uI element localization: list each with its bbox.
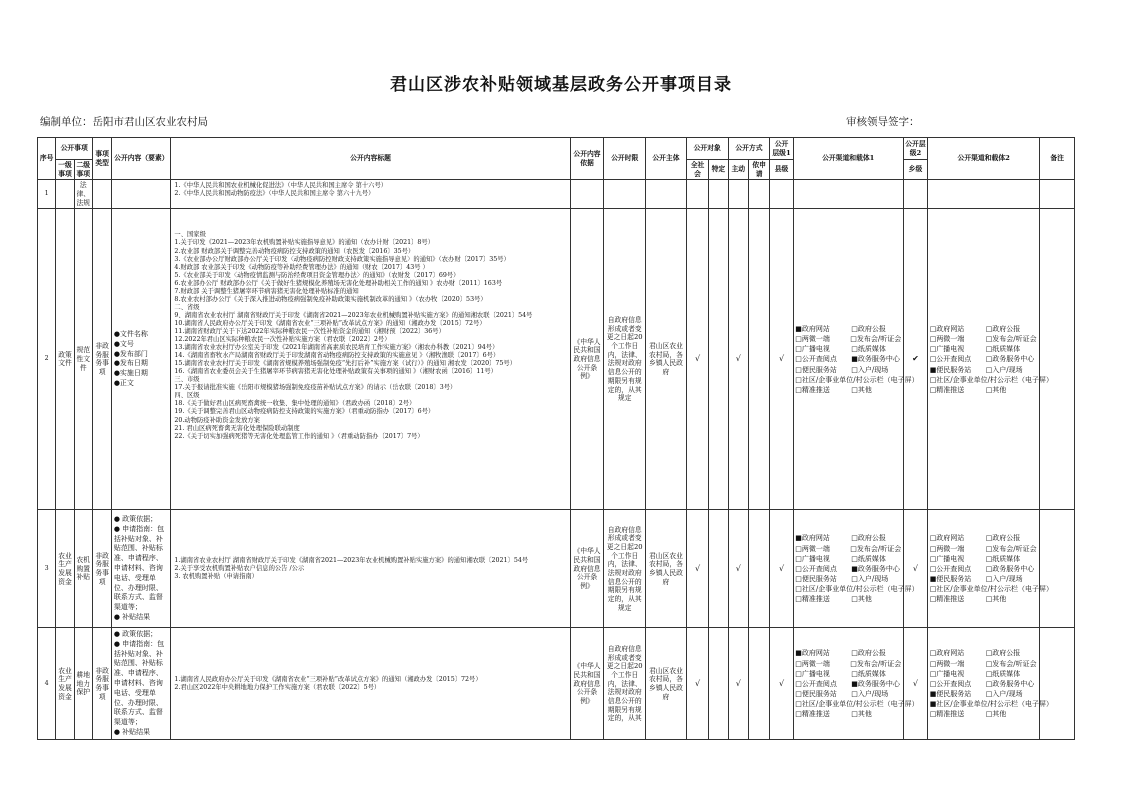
content-item: ● 补贴结果 bbox=[113, 613, 151, 622]
title-line: 11.湖南省财政厅关于下达2022年实际种粮农民一次性补贴资金的通知（湘财预〔2022〕36号） bbox=[174, 328, 445, 335]
content-item: ● 补贴结果 bbox=[113, 728, 151, 737]
channel2-list bbox=[928, 628, 1054, 740]
channel-option: □发布会/听证会 bbox=[850, 335, 902, 344]
channel-option: □社区/企事业单位/村公示栏（电子屏） bbox=[929, 375, 1054, 384]
header-type: 事项类型 bbox=[92, 138, 111, 180]
content-item: ●文件名称 bbox=[113, 330, 148, 339]
header-specific: 特定 bbox=[709, 160, 728, 180]
row-subject: 君山区农业农村局，各乡镇人民政府 bbox=[646, 628, 687, 740]
check-county: √ bbox=[770, 209, 793, 510]
channel-option: □两微一端 bbox=[795, 335, 830, 344]
channel-option: □社区/企事业单位/村公示栏（电子屏） bbox=[929, 585, 1054, 594]
channel-option: □广播电视 bbox=[795, 554, 830, 563]
header-active: 主动 bbox=[728, 160, 748, 180]
title-line: 6.农业部办公厅 财政部办公厅《关于做好生猪规模化养殖场无害化处理补助相关工作的通知 》农办财〔2011〕163号 bbox=[174, 279, 503, 287]
channel-option: □公开查阅点 bbox=[929, 564, 972, 573]
compiling-unit: 编制单位：岳阳市君山区农业农村局 bbox=[40, 116, 208, 128]
check-county: √ bbox=[770, 510, 793, 628]
channel-option: □公开查阅点 bbox=[929, 355, 972, 364]
row-subject: 君山区农业农村局，各乡镇人民政府 bbox=[646, 209, 687, 510]
row-period: 自政府信息形成或者变更之日起20个工作日内，法律、法规对政府信息公开的期限另有规定的，从其规定 bbox=[604, 209, 646, 510]
channel-option: □两微一端 bbox=[929, 659, 965, 668]
check-active: √ bbox=[728, 510, 748, 628]
check-active: √ bbox=[728, 628, 748, 740]
row-basis: 《中华人民共和国政府信息公开条例》 bbox=[570, 510, 604, 628]
row-type: 非政务服务事项 bbox=[92, 209, 111, 510]
channel-option: □发布会/听证会 bbox=[985, 335, 1037, 344]
channel-option: □政府网站 bbox=[929, 534, 965, 543]
header-l2: 二级事项 bbox=[74, 160, 92, 180]
header-content: 公开内容（要素） bbox=[112, 138, 171, 180]
header-level2: 公开层级2 bbox=[903, 138, 927, 160]
channel-option: □政府网站 bbox=[929, 649, 965, 658]
row-type: 非政务服务事项 bbox=[92, 628, 111, 740]
channel-option: □政府公报 bbox=[985, 649, 1021, 658]
table-row bbox=[38, 628, 1075, 740]
header-apply: 依申请 bbox=[748, 160, 769, 180]
row-l1: 政策文件 bbox=[56, 209, 74, 510]
channel-option: □社区/企事业单位/村公示栏（电子屏） bbox=[795, 585, 919, 594]
channel1-list bbox=[793, 628, 919, 740]
channel-option: □广播电视 bbox=[929, 345, 965, 354]
header-channel1: 公开渠道和载体1 bbox=[793, 138, 903, 180]
header-subject: 公开主体 bbox=[646, 138, 687, 180]
channel-option: □发布会/听证会 bbox=[850, 544, 902, 553]
channel-option: □政府公报 bbox=[985, 324, 1021, 333]
row-content bbox=[112, 209, 171, 510]
channel-option: □便民服务站 bbox=[795, 690, 837, 698]
header-l1: 一级事项 bbox=[56, 160, 74, 180]
row-note bbox=[1040, 628, 1075, 740]
row-content bbox=[112, 180, 171, 209]
header-all: 全社会 bbox=[686, 160, 708, 180]
header-town: 乡级 bbox=[903, 160, 927, 180]
channel-option: □便民服务站 bbox=[795, 365, 837, 374]
row-l1: 农业生产发展资金 bbox=[56, 628, 74, 740]
channel-option: □社区/企事业单位/村公示栏（电子屏） bbox=[795, 375, 919, 384]
channel-option: □其他 bbox=[851, 710, 872, 719]
channel-option: □广播电视 bbox=[929, 669, 965, 678]
channel-option: □政府公报 bbox=[851, 534, 886, 543]
channel-option: □发布会/听证会 bbox=[850, 659, 902, 668]
content-item: ● 申请指南：包括补贴对象、补贴范围、补贴标准、申请程序、申请材料、咨询电话、受理单位、办理时限、联系方式、监督渠道等； bbox=[113, 639, 165, 727]
table-row bbox=[38, 209, 1075, 510]
check-county: √ bbox=[770, 628, 793, 740]
header-basis: 公开内容依据 bbox=[570, 138, 604, 180]
title-line: 15.湖南省农业农村厅关于印发《湖南省规模养殖场强制免疫“先打后补”实施方案（试行）》的通知 湘农发〔2020〕75号） bbox=[174, 360, 516, 368]
row-titles bbox=[171, 510, 570, 628]
channel-option: □纸质媒体 bbox=[985, 554, 1021, 563]
content-item: ● 政策依据； bbox=[113, 515, 158, 524]
channel-option: □政府网站 bbox=[929, 324, 965, 333]
title-line: 2.《中华人民共和国动物防疫法》（中华人民共和国主席令 第六十九号） bbox=[174, 190, 375, 198]
channel-option: □精准推送 bbox=[929, 385, 965, 394]
channel-option: □纸质媒体 bbox=[851, 345, 886, 354]
channel2-list bbox=[928, 510, 1054, 628]
title-line: 2.君山区2022年中央耕地地力保护工作实施方案（君农联〔2022〕5号） bbox=[174, 683, 381, 691]
channel-option: □公开查阅点 bbox=[795, 679, 837, 688]
check-active: √ bbox=[728, 209, 748, 510]
title-line: 18.《关于做好君山区病死畜禽统一收集、集中处理的通知》（君政办函〔2018〕2号） bbox=[174, 400, 416, 408]
row-note bbox=[1040, 510, 1075, 628]
header-item: 公开事项 bbox=[56, 138, 93, 160]
check-town: √ bbox=[903, 628, 927, 740]
channel-option: □其他 bbox=[851, 385, 872, 394]
content-item: ●发布部门 bbox=[113, 349, 148, 358]
title-line: 1.《中华人民共和国农业机械化促进法》（中华人民共和国主席令 第十六号） bbox=[174, 182, 388, 190]
channel-option: □其他 bbox=[851, 595, 872, 604]
row-l1: 农业生产发展资金 bbox=[56, 510, 74, 628]
row-type bbox=[92, 180, 111, 209]
title-line: 13.湖南省农业农村厅办公室关于印发《2021年湖南省高素质农民培育工作实施方案》（湘农办科教〔2021〕94号） bbox=[174, 344, 499, 352]
title-line: 19.《关于调整完善君山区动物疫病防控支持政策的实施方案》（君重动防指办〔2017〕6号） bbox=[174, 408, 435, 416]
channel-option: □政府公报 bbox=[985, 534, 1021, 543]
title-line: 17.关于报请批准实施《岳阳市规模猪场强制免疫疫苗补贴试点方案》的请示（岳农联〔2018〕3号） bbox=[174, 384, 457, 392]
title-line: 8.农业农村部办公厅《关于深入推进动物疫病强制免疫补助政策实施机制改革的通知 》（农办牧〔2020〕53号） bbox=[174, 295, 487, 303]
catalog-table bbox=[37, 137, 1075, 740]
row-no: 3 bbox=[38, 510, 56, 628]
channel-option: □其他 bbox=[985, 595, 1007, 604]
title-line: 1.湖南省人民政府办公厅关于印发《湖南省农业“三项补贴”改革试点方案》的通知（湘政办发〔2015〕72号） bbox=[174, 675, 482, 683]
title-line: 2.农业部 财政部关于调整完善动物疫病防控支持政策的通知（农医发〔2016〕35号） bbox=[174, 247, 415, 255]
header-title: 公开内容标题 bbox=[171, 138, 570, 180]
check-all: √ bbox=[686, 628, 708, 740]
channel-option: □纸质媒体 bbox=[985, 669, 1021, 678]
channel-option: □入户/现场 bbox=[851, 690, 889, 698]
title-line: 21. 君山区病死畜禽无害化处理保险联动制度 bbox=[174, 424, 300, 432]
channel-option: □精准推送 bbox=[795, 595, 830, 604]
channel-option: ■便民服务站 bbox=[929, 365, 972, 374]
title-line: 2.关于享受农机购置补贴农户信息的公告 /公示 bbox=[174, 564, 305, 572]
content-item: ●实施日期 bbox=[113, 369, 148, 378]
channel-option: □两微一端 bbox=[795, 544, 830, 553]
row-l2: 耕地地力保护 bbox=[74, 628, 92, 740]
channel-option: ■政府网站 bbox=[795, 534, 830, 543]
title-line: 7.财政部 关于调整生猪屠宰环节病害猪无害化处理补贴标准的通知 bbox=[174, 287, 359, 295]
channel-option: □纸质媒体 bbox=[985, 345, 1021, 354]
channel-option: □其他 bbox=[985, 385, 1007, 394]
doc-title: 君山区涉农补贴领域基层政务公开事项目录 bbox=[390, 75, 732, 95]
channel-option: □纸质媒体 bbox=[851, 669, 886, 678]
title-line: 四、区级 bbox=[174, 392, 200, 400]
title-line: 3.《农业部办公厅财政部办公厅关于印发〈动物疫病防控财政支持政策实施指导意见〉的通知》（农办财〔2017〕35号） bbox=[174, 255, 510, 263]
channel-option: ■便民服务站 bbox=[929, 575, 972, 583]
title-line: 二、省级 bbox=[174, 303, 200, 311]
channel-option: ■政府网站 bbox=[795, 649, 830, 658]
channel-option: □广播电视 bbox=[929, 554, 965, 563]
channel-option: □公开查阅点 bbox=[795, 564, 837, 573]
title-line: 4.财政部 农业部关于印发《动物防疫等补助经费管理办法》的通知（财农〔2017〕43号 ） bbox=[174, 263, 429, 271]
row-l1 bbox=[56, 180, 74, 209]
channel-option: ■政务服务中心 bbox=[851, 355, 900, 364]
channel-option: □公开查阅点 bbox=[929, 679, 972, 688]
channel-option: □其他 bbox=[985, 710, 1007, 719]
header-period: 公开时限 bbox=[604, 138, 646, 180]
channel1-list bbox=[793, 510, 919, 628]
channel-option: □公开查阅点 bbox=[795, 355, 837, 364]
title-line: 16.《湖南省农业委员会关于生猪屠宰环节病害猪无害化处理补贴政策有关事项的通知 》（湘财农函〔2016〕11号） bbox=[174, 368, 497, 376]
channel-option: □精准推送 bbox=[795, 385, 830, 394]
channel-option: □两微一端 bbox=[795, 659, 830, 668]
row-basis: 《中华人民共和国政府信息公开条例》 bbox=[570, 628, 604, 740]
header-row-1 bbox=[38, 138, 1075, 160]
row-no: 2 bbox=[38, 209, 56, 510]
content-item: ●正文 bbox=[113, 379, 134, 388]
channel-option: □入户/现场 bbox=[985, 690, 1023, 698]
row-l2: 法律、法规 bbox=[74, 180, 92, 209]
check-town: ✔ bbox=[903, 209, 927, 510]
title-line: 1.关于印发《2021—2023年农机购置补贴实施指导意见》的通知（农办计财〔2021〕8号） bbox=[174, 239, 434, 247]
header-county: 县级 bbox=[770, 160, 793, 180]
channel-option: □政府公报 bbox=[851, 324, 886, 333]
content-item: ● 政策依据； bbox=[113, 630, 158, 639]
title-line: 三、市级 bbox=[174, 376, 200, 384]
check-town: √ bbox=[903, 510, 927, 628]
title-line: 14.《湖南省畜牧水产局湖南省财政厅关于印发湖南省动物疫病防控支持政策的实施意见 》（湘牧渔联〔2017〕6号） bbox=[174, 352, 500, 360]
header-target: 公开对象 bbox=[686, 138, 728, 160]
title-line: 9、湖南省农业农村厅 湖南省财政厅关于印发《湖南省2021—2023年农业机械购置补贴实施方案》的通知湘农联〔2021〕54号 bbox=[174, 311, 533, 319]
channel-option: □政务服务中心 bbox=[985, 679, 1035, 688]
row-titles bbox=[171, 628, 570, 740]
check-all: √ bbox=[686, 209, 708, 510]
row-period: 自政府信息形成或者变更之日起20个工作日内，法律、法规对政府信息公开的期限另有规定的，从其规定 bbox=[604, 510, 646, 628]
title-line: 22.《关于切实加强病死猪等无害化处理监管工作的通知 》（君重动防指办〔2017〕7号） bbox=[174, 432, 424, 440]
row-no: 4 bbox=[38, 628, 56, 740]
channel-option: □精准推送 bbox=[795, 710, 830, 719]
channel-option: □入户/现场 bbox=[985, 365, 1023, 374]
row-titles bbox=[171, 209, 570, 510]
content-item: ●文号 bbox=[113, 339, 134, 348]
header-level1: 公开层级1 bbox=[770, 138, 793, 160]
channel-option: □入户/现场 bbox=[851, 365, 889, 374]
channel-option: □社区/企事业单位/村公示栏（电子屏） bbox=[795, 700, 919, 709]
table-row bbox=[38, 180, 1075, 209]
title-line: 5.《农业部关于印发〈动物疫情监测与防治经费项目资金管理办法〉的通知》（农财发〔2017〕69号） bbox=[174, 271, 460, 279]
row-subject: 君山区农业农村局，各乡镇人民政府 bbox=[646, 510, 687, 628]
title-line: 一、国家级 bbox=[174, 231, 206, 239]
row-titles bbox=[171, 180, 570, 209]
header-note: 备注 bbox=[1040, 138, 1075, 180]
header-no: 序号 bbox=[38, 138, 56, 180]
row-type: 非政务服务事项 bbox=[92, 510, 111, 628]
channel-option: □便民服务站 bbox=[795, 575, 837, 583]
table-row bbox=[38, 510, 1075, 628]
title-line: 12.2022年君山区实际种粮农民一次性补贴实施方案（君农联〔2022〕2号） bbox=[174, 336, 391, 344]
channel-option: □政务服务中心 bbox=[985, 355, 1035, 364]
channel-option: □广播电视 bbox=[795, 345, 830, 354]
check-all: √ bbox=[686, 510, 708, 628]
channel-option: □纸质媒体 bbox=[851, 554, 886, 563]
row-l2: 农机购置补贴 bbox=[74, 510, 92, 628]
row-no: 1 bbox=[38, 180, 56, 209]
channel-option: □两微一端 bbox=[929, 544, 965, 553]
title-line: 3. 农机购置补贴（申请指南） bbox=[174, 572, 258, 580]
channel-option: ■政务服务中心 bbox=[851, 564, 900, 573]
channel-option: □入户/现场 bbox=[851, 575, 889, 583]
channel-option: ■政府网站 bbox=[795, 324, 830, 333]
channel2-list bbox=[928, 209, 1054, 510]
channel-option: □政府公报 bbox=[851, 649, 886, 658]
content-item: ●发布日期 bbox=[113, 359, 148, 368]
channel-option: □入户/现场 bbox=[985, 575, 1023, 583]
channel-option: ■便民服务站 bbox=[929, 690, 972, 698]
row-period: 自政府信息形成或者变更之日起20个工作日内，法律、法规对政府信息公开的期限另有规定的，从其 bbox=[604, 628, 646, 740]
title-line: 10.湖南省人民政府办公厅关于印发《湖南省农业“三项补贴”改革试点方案》的通知（湘政办发〔2015〕72号） bbox=[174, 319, 486, 327]
header-channel2: 公开渠道和载体2 bbox=[928, 138, 1040, 180]
title-line: 1.湖南省农业农村厅 湖南省财政厅关于印发《湖南省2021—2023年农业机械购置补贴实施方案》的通知湘农联〔2021〕54号 bbox=[174, 556, 529, 564]
channel-option: □精准推送 bbox=[929, 595, 965, 604]
channel-option: ■社区/企事业单位/村公示栏（电子屏） bbox=[929, 700, 1054, 709]
channel-option: □发布会/听证会 bbox=[985, 544, 1037, 553]
title-line: 20.动物防疫补助资金发放方案 bbox=[174, 416, 260, 424]
row-basis: 《中华人民共和国政府信息公开条例》 bbox=[570, 209, 604, 510]
channel-option: ■政务服务中心 bbox=[851, 679, 900, 688]
row-note bbox=[1040, 209, 1075, 510]
row-content bbox=[112, 510, 171, 628]
review-signature-label: 审核领导签字： bbox=[846, 116, 920, 128]
row-content bbox=[112, 628, 171, 740]
row-l2: 规范性文件 bbox=[74, 209, 92, 510]
channel-option: □发布会/听证会 bbox=[985, 659, 1037, 668]
channel1-list bbox=[793, 209, 919, 510]
channel-option: □广播电视 bbox=[795, 669, 830, 678]
channel-option: □两微一端 bbox=[929, 335, 965, 344]
header-method: 公开方式 bbox=[728, 138, 770, 160]
channel-option: □精准推送 bbox=[929, 710, 965, 719]
content-item: ● 申请指南：包括补贴对象、补贴范围、补贴标准、申请程序、申请材料、咨询电话、受理单位、办理时限、联系方式、监督渠道等； bbox=[113, 524, 165, 612]
channel-option: □政务服务中心 bbox=[985, 564, 1035, 573]
